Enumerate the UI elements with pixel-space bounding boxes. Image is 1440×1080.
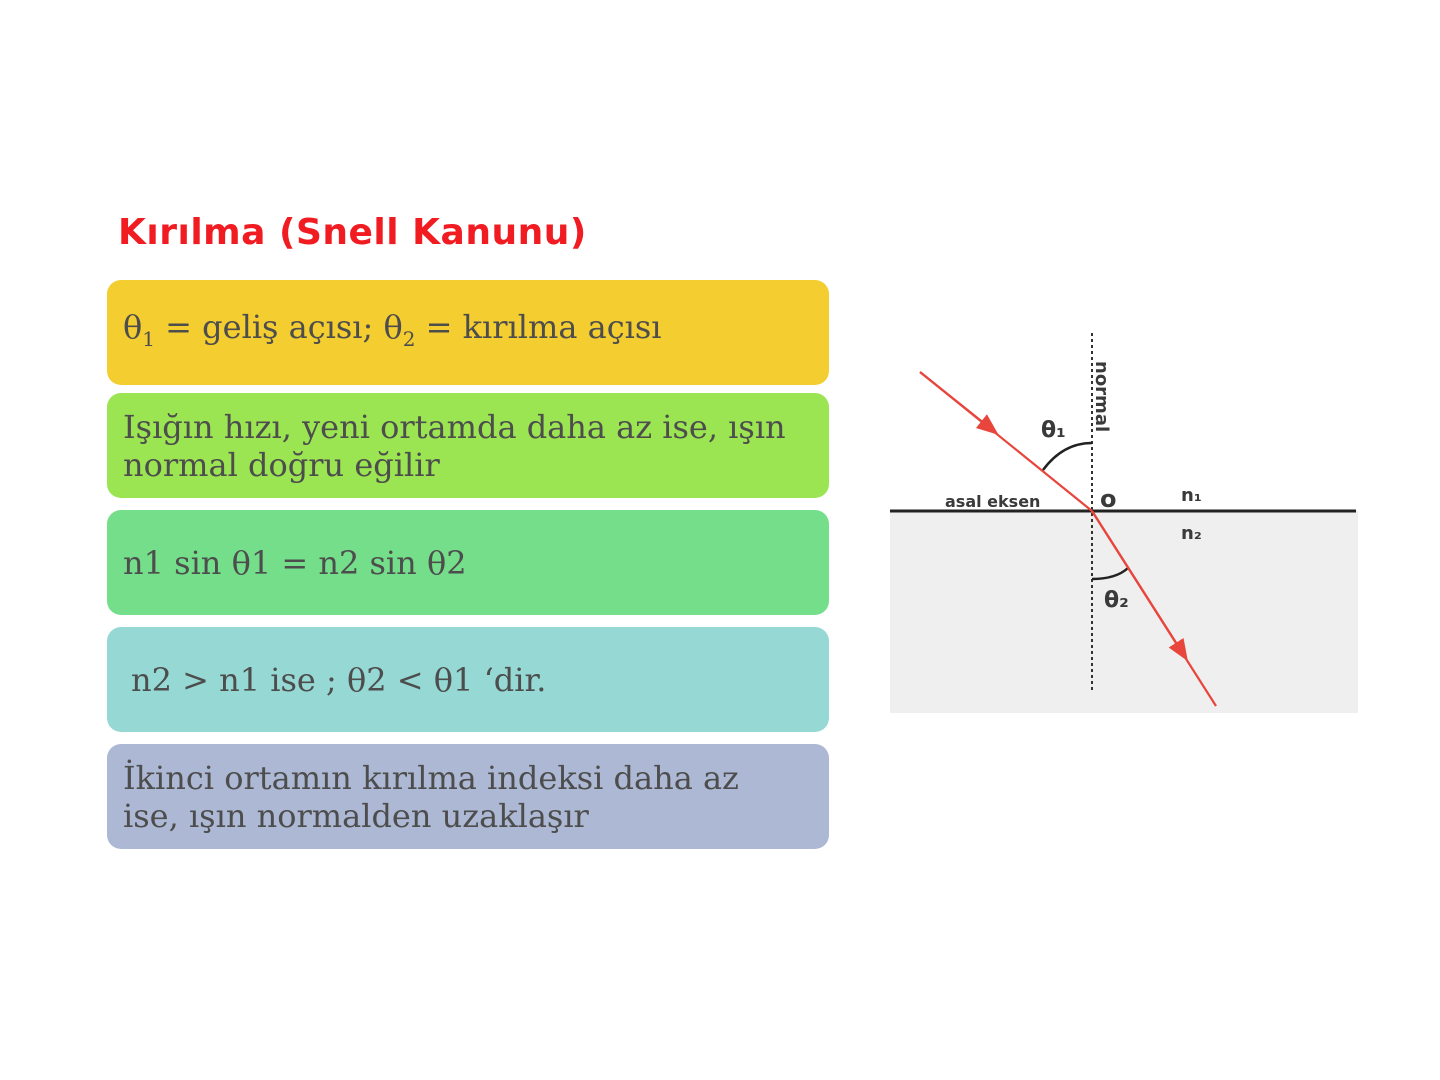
angles-definition-text (123, 308, 813, 358)
info-box-lower-index (107, 744, 829, 849)
theta2-subscript: 2 (402, 326, 416, 351)
normal-label: normal (1091, 361, 1112, 433)
origin-label: o (1100, 485, 1117, 513)
lower-index-text-line-2: ise, ışın normalden uzaklaşır (123, 796, 589, 835)
theta1-symbol: θ (123, 307, 143, 346)
refraction-angle-text: = kırılma açısı (415, 307, 662, 346)
n1-label: n₁ (1181, 485, 1202, 506)
page-title: Kırılma (Snell Kanunu) (118, 212, 587, 253)
definition-box-angles (107, 280, 829, 385)
info-box-speed (107, 393, 829, 498)
speed-text-line-2: normal doğru eğilir (123, 445, 440, 484)
speed-text-line-1: Işığın hızı, yeni ortamda daha az ise, ışın (123, 407, 786, 446)
index-comparison-text: n2 > n1 ise ; θ2 < θ1 ‘dir. (131, 660, 547, 699)
snell-formula-text: n1 sin θ1 = n2 sin θ2 (123, 543, 467, 582)
axis-label: asal eksen (945, 492, 1041, 511)
theta2-label: θ₂ (1104, 588, 1129, 613)
info-box-snell-formula (107, 510, 829, 615)
theta1-label: θ₁ (1041, 418, 1066, 443)
theta2-symbol: θ (383, 307, 403, 346)
incident-ray-arrow (920, 372, 990, 428)
n2-label: n₂ (1181, 523, 1202, 544)
lower-index-text-line-1: İkinci ortamın kırılma indeksi daha az (123, 758, 739, 797)
refraction-diagram (888, 325, 1360, 715)
theta1-subscript: 1 (142, 326, 155, 351)
incidence-angle-text: = geliş açısı; (155, 307, 384, 346)
info-box-index-comparison (107, 627, 829, 732)
theta1-arc (1043, 443, 1092, 470)
